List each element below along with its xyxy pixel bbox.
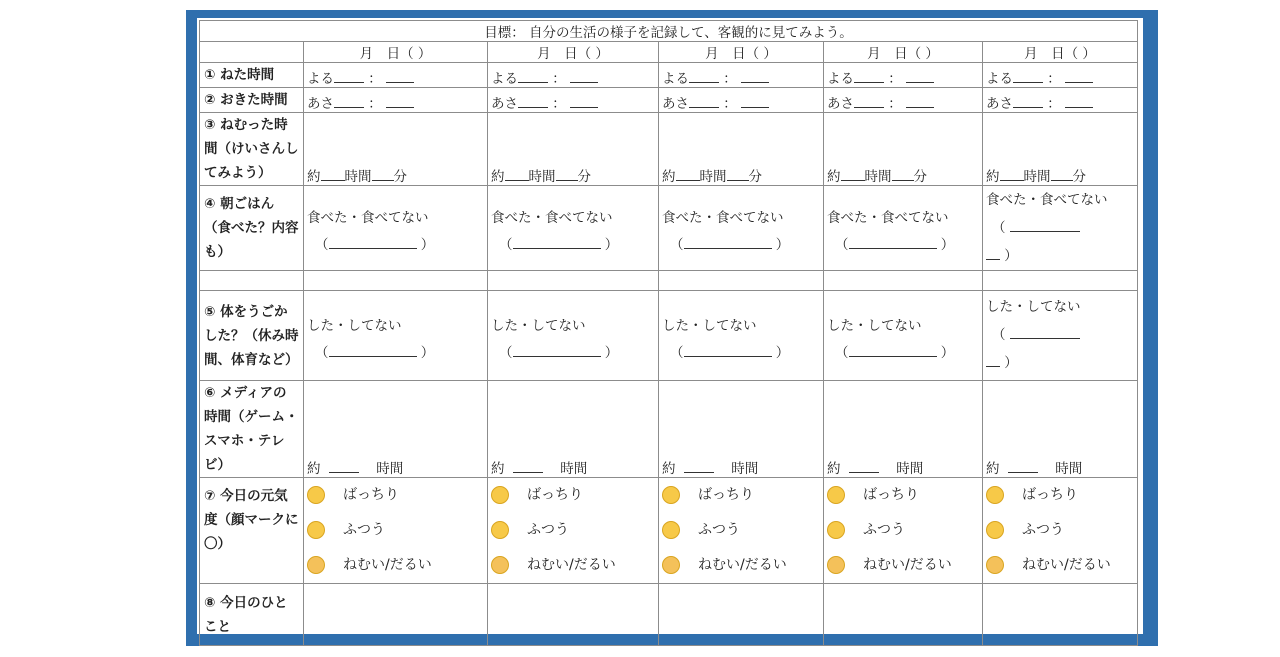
sleep-duration-cell[interactable]: 約 時間 分 [983, 113, 1138, 186]
media-time-cell[interactable]: 約 時間 [304, 381, 488, 478]
bedtime-cell[interactable]: よる ： [304, 63, 488, 88]
row-label-media-time: ⑥ メディアの時間（ゲーム・スマホ・テレビ） [200, 381, 304, 478]
energy-cell[interactable] [824, 478, 983, 584]
breakfast-cell[interactable]: 食べた・食べてない （ ） [659, 186, 824, 271]
smiling-face-icon [307, 521, 325, 539]
row-label-daily-comment: ⑧ 今日のひとこと [200, 584, 304, 646]
bedtime-cell[interactable]: よる ： [824, 63, 983, 88]
energy-cell[interactable] [304, 478, 488, 584]
smiling-face-icon [986, 521, 1004, 539]
row-label-wakeup: ② おきた時間 [200, 88, 304, 113]
grinning-face-icon [662, 486, 680, 504]
wakeup-cell[interactable]: あさ ： [659, 88, 824, 113]
row-label-bedtime: ① ねた時間 [200, 63, 304, 88]
exercise-cell[interactable]: した・してない （ ） [824, 291, 983, 381]
spacer-cell [200, 271, 304, 291]
spacer-cell [659, 271, 824, 291]
sleepy-face-icon [986, 556, 1004, 574]
mood-option-tired[interactable]: ねむい/だるい [662, 548, 820, 583]
row-label-exercise: ⑤ 体をうごかした？（休み時間、体育など） [200, 291, 304, 381]
grinning-face-icon [986, 486, 1004, 504]
spacer-cell [824, 271, 983, 291]
media-time-cell[interactable]: 約 時間 [659, 381, 824, 478]
sheet-title: 目標： 自分の生活の様子を記録して、客観的に見てみよう。 [200, 21, 1138, 42]
mood-option-tired[interactable]: ねむい/だるい [491, 548, 655, 583]
daily-comment-cell[interactable] [304, 584, 488, 646]
exercise-cell[interactable]: した・してない （ ） [659, 291, 824, 381]
mood-option-tired[interactable]: ねむい/だるい [827, 548, 979, 583]
mood-option-normal[interactable]: ふつう [986, 513, 1134, 548]
mood-option-tired[interactable]: ねむい/だるい [986, 548, 1134, 583]
bedtime-cell[interactable]: よる ： [659, 63, 824, 88]
row-label-sleep-duration: ③ ねむった時間（けいさんしてみよう） [200, 113, 304, 186]
grinning-face-icon [827, 486, 845, 504]
mood-option-normal[interactable]: ふつう [827, 513, 979, 548]
mood-option-great[interactable]: ばっちり [986, 478, 1134, 513]
date-header[interactable]: 月 日（ ） [659, 42, 824, 63]
daily-comment-cell[interactable] [983, 584, 1138, 646]
daily-comment-cell[interactable] [824, 584, 983, 646]
record-sheet [197, 18, 1143, 634]
mood-option-great[interactable]: ばっちり [491, 478, 655, 513]
wakeup-cell[interactable]: あさ ： [983, 88, 1138, 113]
breakfast-cell[interactable]: 食べた・食べてない （ ） [824, 186, 983, 271]
date-header[interactable]: 月 日（ ） [824, 42, 983, 63]
bedtime-cell[interactable]: よる ： [983, 63, 1138, 88]
sleep-duration-cell[interactable]: 約 時間 分 [659, 113, 824, 186]
mood-option-great[interactable]: ばっちり [307, 478, 484, 513]
spacer-cell [983, 271, 1138, 291]
bedtime-cell[interactable]: よる ： [488, 63, 659, 88]
corner-cell [200, 42, 304, 63]
spacer-cell [304, 271, 488, 291]
wakeup-cell[interactable]: あさ ： [488, 88, 659, 113]
grinning-face-icon [307, 486, 325, 504]
energy-cell[interactable] [983, 478, 1138, 584]
blue-frame [186, 10, 1158, 646]
daily-comment-cell[interactable] [488, 584, 659, 646]
energy-cell[interactable] [659, 478, 824, 584]
wakeup-cell[interactable]: あさ ： [824, 88, 983, 113]
row-label-breakfast: ④ 朝ごはん（食べた？内容も） [200, 186, 304, 271]
sleep-duration-cell[interactable]: 約 時間 分 [488, 113, 659, 186]
smiling-face-icon [662, 521, 680, 539]
date-header[interactable]: 月 日（ ） [304, 42, 488, 63]
wakeup-cell[interactable]: あさ ： [304, 88, 488, 113]
media-time-cell[interactable]: 約 時間 [983, 381, 1138, 478]
sleepy-face-icon [307, 556, 325, 574]
exercise-cell[interactable]: した・してない （ ） [304, 291, 488, 381]
mood-option-normal[interactable]: ふつう [307, 513, 484, 548]
mood-option-tired[interactable]: ねむい/だるい [307, 548, 484, 583]
sleepy-face-icon [827, 556, 845, 574]
media-time-cell[interactable]: 約 時間 [488, 381, 659, 478]
sleepy-face-icon [662, 556, 680, 574]
breakfast-cell[interactable]: 食べた・食べてない （ ） [488, 186, 659, 271]
sleepy-face-icon [491, 556, 509, 574]
mood-option-great[interactable]: ばっちり [827, 478, 979, 513]
breakfast-cell[interactable]: 食べた・食べてない （ ） [304, 186, 488, 271]
spacer-cell [488, 271, 659, 291]
exercise-cell[interactable]: した・してない （ ） [488, 291, 659, 381]
mood-option-great[interactable]: ばっちり [662, 478, 820, 513]
breakfast-cell[interactable]: 食べた・食べてない （ ） [983, 186, 1138, 271]
sleep-duration-cell[interactable]: 約 時間 分 [824, 113, 983, 186]
sleep-duration-cell[interactable]: 約 時間 分 [304, 113, 488, 186]
daily-comment-cell[interactable] [659, 584, 824, 646]
mood-option-normal[interactable]: ふつう [662, 513, 820, 548]
smiling-face-icon [827, 521, 845, 539]
exercise-cell[interactable]: した・してない （ ） [983, 291, 1138, 381]
life-record-table [199, 20, 1138, 646]
media-time-cell[interactable]: 約 時間 [824, 381, 983, 478]
energy-cell[interactable] [488, 478, 659, 584]
grinning-face-icon [491, 486, 509, 504]
date-header[interactable]: 月 日（ ） [488, 42, 659, 63]
row-label-energy: ⑦ 今日の元気度（顔マークに〇） [200, 478, 304, 584]
smiling-face-icon [491, 521, 509, 539]
date-header[interactable]: 月 日（ ） [983, 42, 1138, 63]
mood-option-normal[interactable]: ふつう [491, 513, 655, 548]
